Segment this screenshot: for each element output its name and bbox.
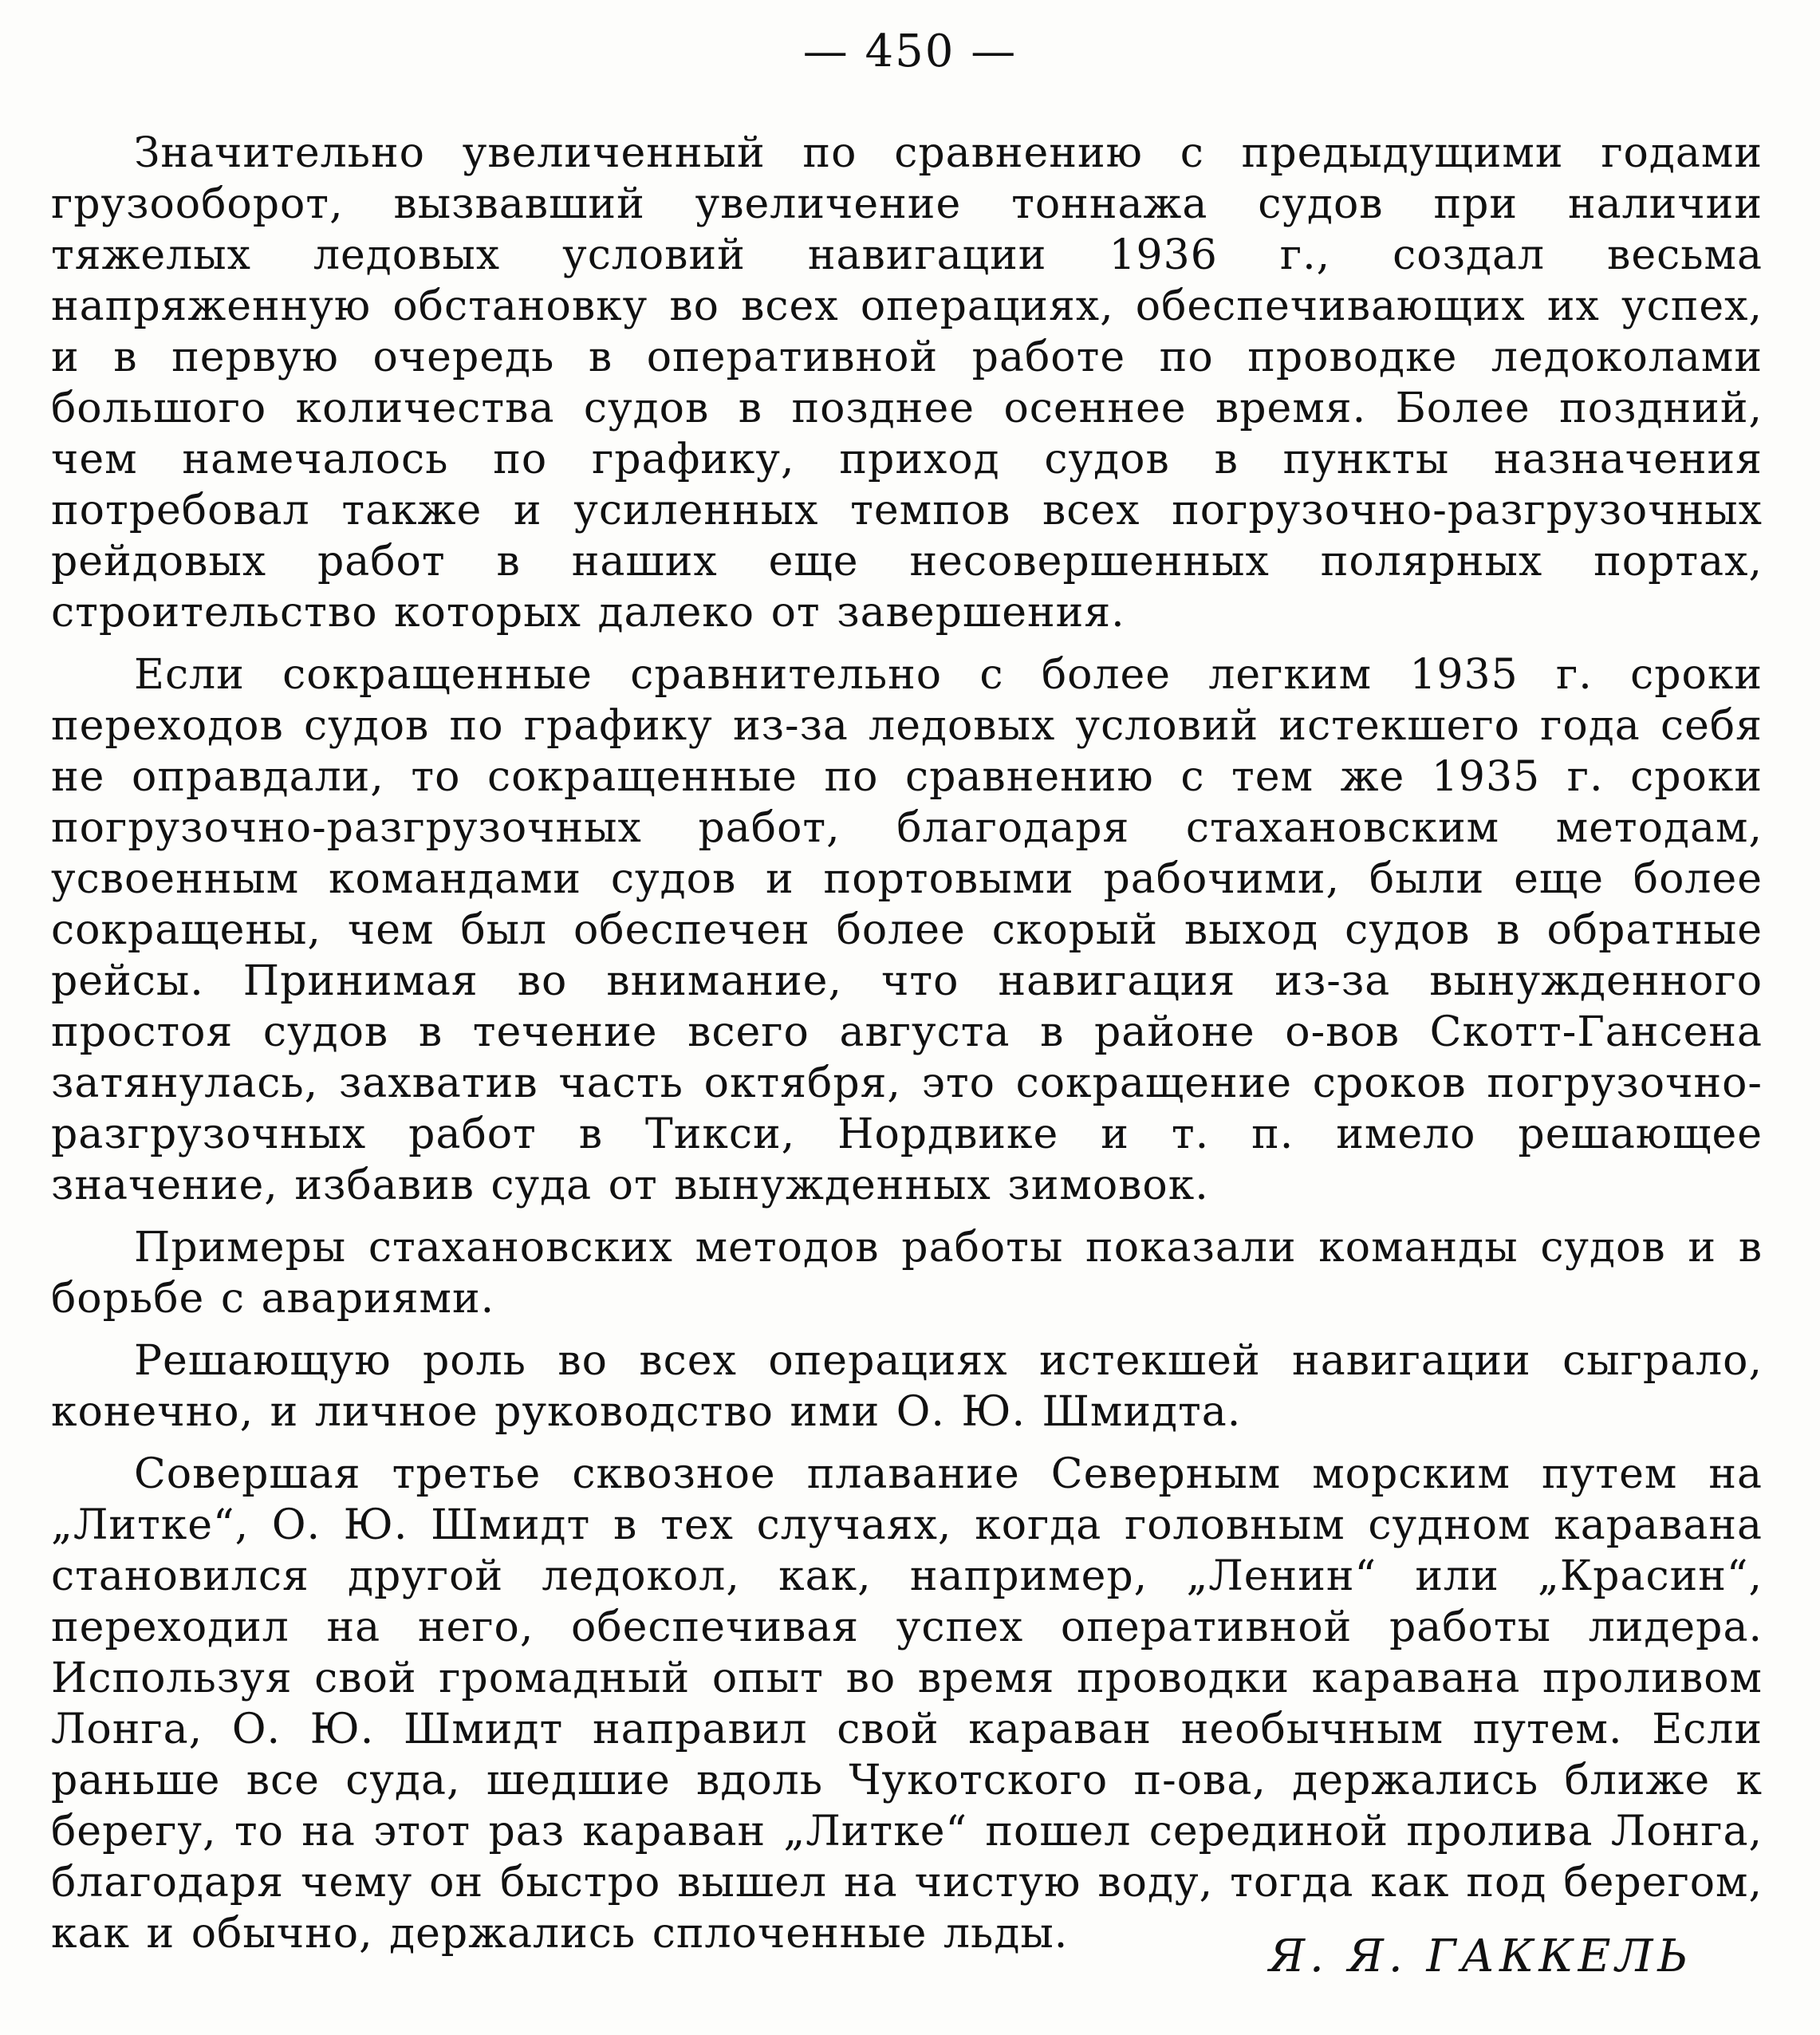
- paragraph-2: Если сокращенные сравнительно с более легким 1935 г. сроки переходов судов по графику из-за ледовых условий истекшего года себя не оправдали, то сокращенные по сравнению с тем же 1935 г. сроки погрузочно-разгрузочных работ, благодаря стахановским методам, усвоенным командами судов и портовыми рабочими, были еще более сокращены, чем был обеспечен более скорый выход судов в обратные рейсы. Принимая во внимание, что навигация из-за вынужденного простоя судов в течение всего августа в районе о-вов Скотт-Гансена затянулась, захватив часть октября, это сокращение сроков погрузочно-разгрузочных работ в Тикси, Нордвике и т. п. имело решающее значение, избавив суда от вынужденных зимовок.: [51, 651, 1763, 1209]
- paragraph-5: Совершая третье сквозное плавание Северным морским путем на „Литке“, О. Ю. Шмидт в тех случаях, когда головным судном каравана становился другой ледокол, как, например, „Ленин“ или „Красин“, переходил на него, обеспечивая успех оперативной работы лидера. Используя свой громадный опыт во время проводки каравана проливом Лонга, О. Ю. Шмидт направил свой караван необычным путем. Если раньше все суда, шедшие вдоль Чукотского п-ова, держались ближе к берегу, то на этот раз караван „Литке“ пошел серединой пролива Лонга, благодаря чему он быстро вышел на чистую воду, тогда как под берегом, как и обычно, держались сплоченные льды.: [51, 1450, 1763, 1958]
- paragraph-3: Примеры стахановских методов работы показали команды судов и в борьбе с авариями.: [51, 1224, 1763, 1323]
- paragraph-1: Значительно увеличенный по сравнению с предыдущими годами грузооборот, вызвавший увеличение тоннажа судов при наличии тяжелых ледовых условий навигации 1936 г., создал весьма напряженную обстановку во всех операциях, обеспечивающих их успех, и в первую очередь в оперативной работе по проводке ледоколами большого количества судов в позднее осеннее время. Более поздний, чем намечалось по графику, приход судов в пункты назначения потребовал также и усиленных темпов всех погрузочно-разгрузочных рейдовых работ в наших еще несовершенных полярных портах, строительство которых далеко от завершения.: [51, 129, 1763, 637]
- page-number: — 450 —: [802, 26, 1018, 77]
- paragraph-4: Решающую роль во всех операциях истекшей навигации сыграло, конечно, и личное руководство ими О. Ю. Шмидта.: [51, 1337, 1763, 1436]
- author-signature: Я. Я. ГАККЕЛЬ: [1268, 1930, 1692, 1982]
- body-text: [51, 128, 1763, 1970]
